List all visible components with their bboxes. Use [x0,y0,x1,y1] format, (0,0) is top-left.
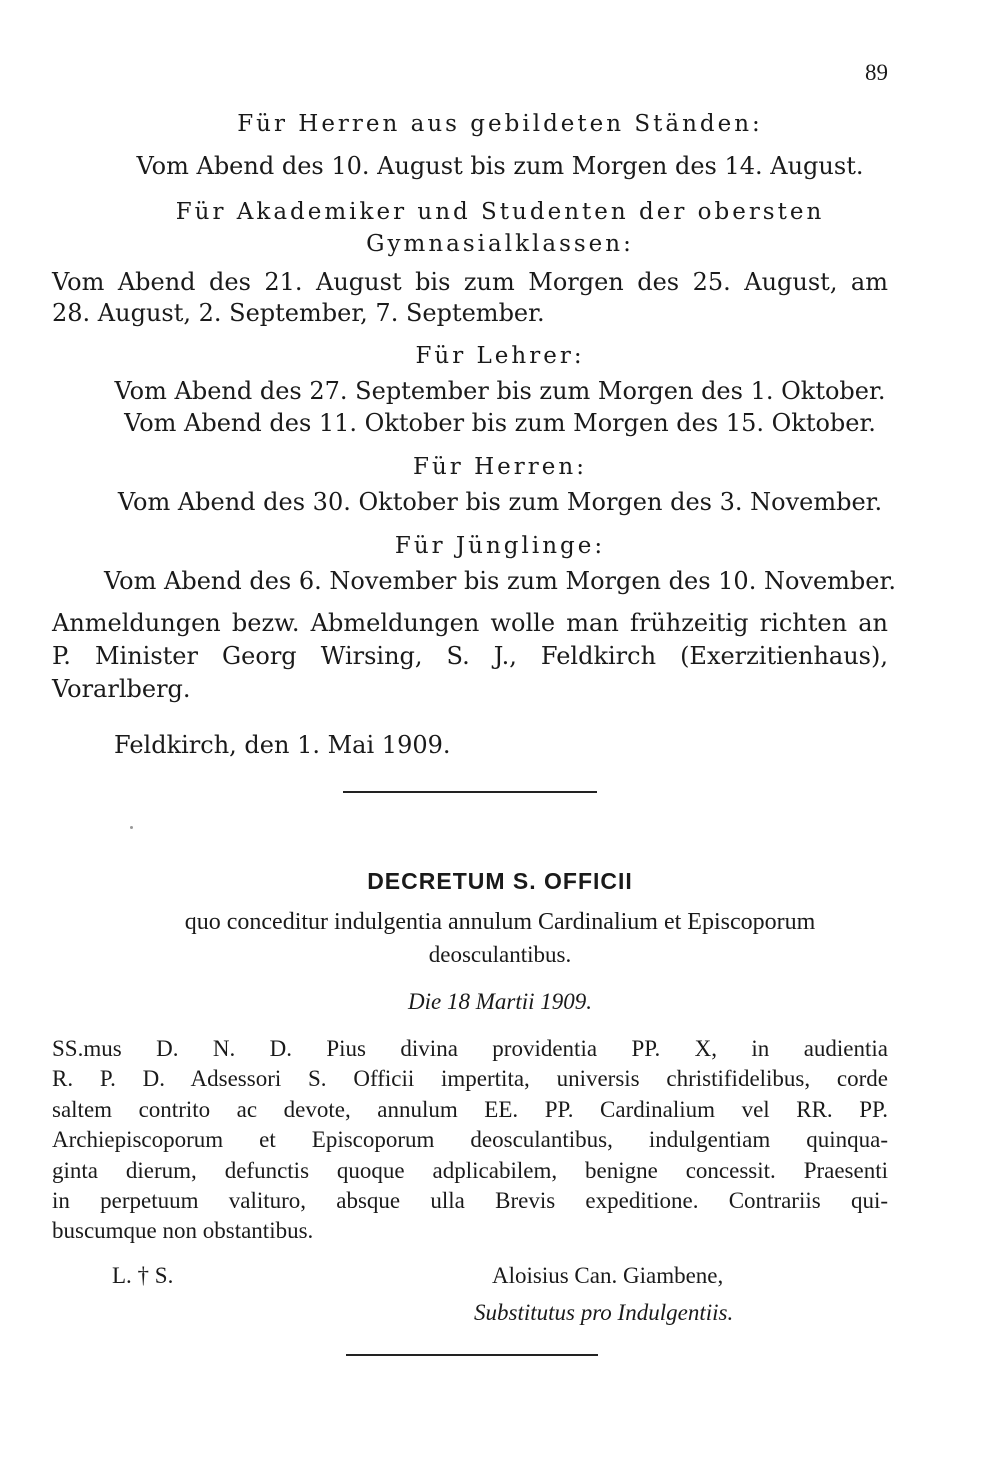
date-line-teachers-1: Vom Abend des 27. September bis zum Morgen des 1. Oktober. [114,377,886,405]
decree-subtitle-line-2: deosculantibus. [428,942,572,967]
decree-body-line: SS.mus D. N. D. Pius divina providentia PP. X, in audientia [52,1036,888,1061]
date-line-gentlemen: Vom Abend des 30. Oktober bis zum Morgen des 3. November. [117,488,883,516]
heading-youths: Für Jünglinge: [394,533,606,559]
decree-body-line: R. P. D. Adsessori S. Officii impertita, universis christifidelibus, corde [52,1066,888,1092]
print-speck [130,826,133,829]
heading-gentlemen: Für Herren: [413,454,587,480]
date-line-academics-1: Vom Abend des 21. August bis zum Morgen des 25. August, am [52,268,888,296]
decree-body-line: Archiepiscoporum et Episcoporum deosculantibus, indulgentiam quinqua- [52,1127,888,1153]
decree-subtitle-line-1: quo conceditur indulgentia annulum Cardinalium et Episcoporum [184,909,816,935]
heading-academics-line-1: Für Akademiker und Studenten der obersten [175,199,825,225]
heading-teachers: Für Lehrer: [415,343,585,369]
signatory-name: Aloisius Can. Giambene, [492,1263,724,1288]
decree-body-line: ginta dierum, defunctis quoque adplicabilem, benigne concessit. Praesenti [52,1157,888,1183]
decree-body-line: saltem contrito ac devote, annulum EE. PP. Cardinalium vel RR. PP. [52,1096,888,1122]
date-line-gentlemen-educated: Vom Abend des 10. August bis zum Morgen des 14. August. [136,152,864,180]
date-line-academics-2: 28. August, 2. September, 7. September. [52,299,545,327]
heading-academics-line-2: Gymnasialklassen: [366,231,634,257]
decree-date: Die 18 Martii 1909. [408,989,592,1014]
decree-body-line: in perpetuum valituro, absque ulla Brevis expeditione. Contrariis qui- [52,1188,888,1213]
date-line-youths: Vom Abend des 6. November bis zum Morgen des 10. November. [104,567,896,595]
date-line-teachers-2: Vom Abend des 11. Oktober bis zum Morgen des 15. Oktober. [124,409,876,437]
page-number: 89 [865,60,888,85]
signatory-title: Substitutus pro Indulgentiis. [474,1300,734,1325]
seal-mark: L. † S. [112,1263,174,1288]
closing-divider [346,1354,598,1356]
registration-line-2: P. Minister Georg Wirsing, S. J., Feldkirch (Exerzitienhaus), [52,642,888,670]
decree-title: DECRETUM S. OFFICII [367,868,633,894]
place-date-line: Feldkirch, den 1. Mai 1909. [114,731,451,759]
decree-body-last-line: buscumque non obstantibus. [52,1218,314,1243]
registration-line-3: Vorarlberg. [52,675,191,703]
registration-line-1: Anmeldungen bezw. Abmeldungen wolle man frühzeitig richten an [52,609,888,637]
section-divider [343,791,597,793]
heading-gentlemen-educated: Für Herren aus gebildeten Ständen: [237,111,763,137]
